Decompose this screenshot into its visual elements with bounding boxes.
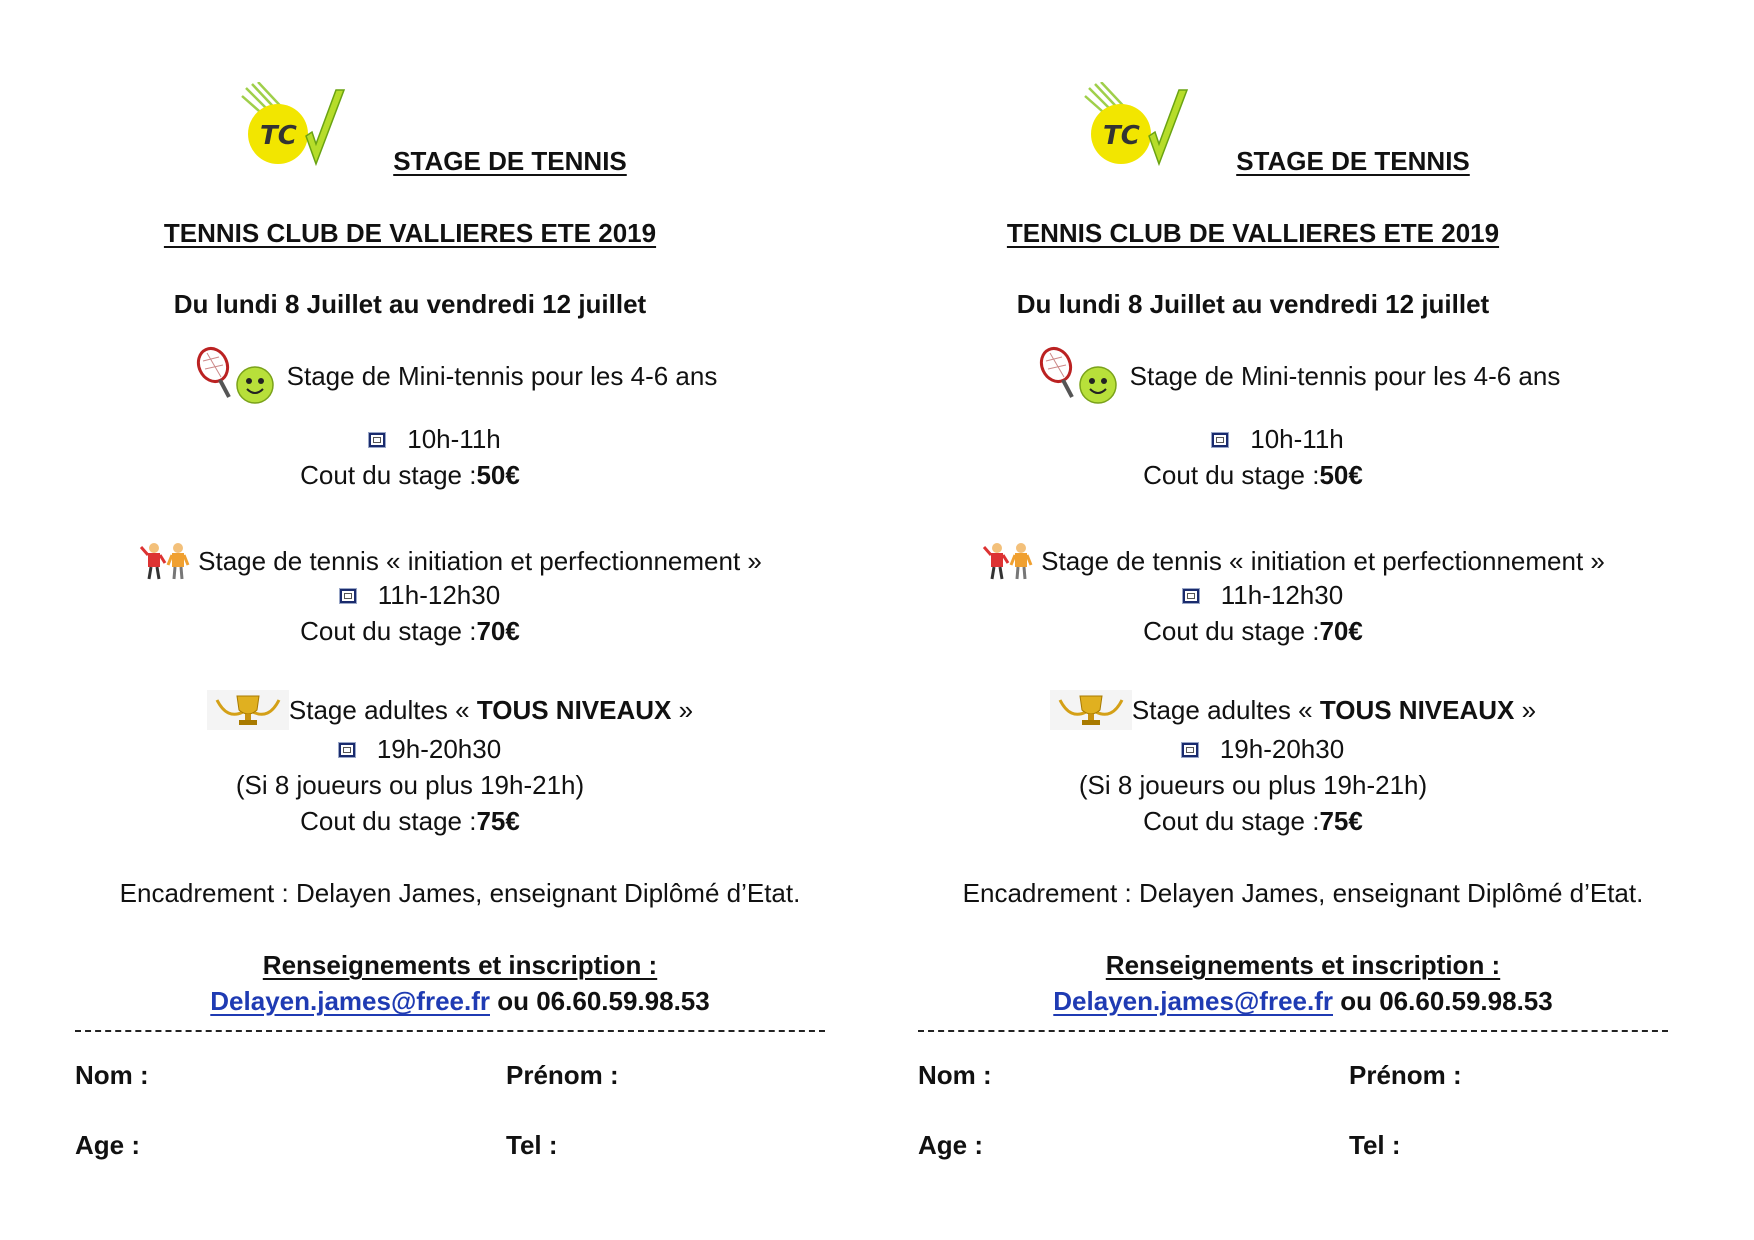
flyer-right — [843, 0, 1663, 1240]
stage-init-time — [843, 580, 1683, 611]
form-nom: Nom : — [75, 1060, 149, 1090]
phone-number: 06.60.59.98.53 — [536, 986, 710, 1016]
trophy-icon — [207, 690, 289, 730]
stage-init-label: Stage de tennis « initiation et perfectionnement » — [198, 545, 762, 576]
stage-init-time — [0, 580, 840, 611]
cost-label: Cout du stage : — [1143, 460, 1320, 490]
stage-adult-time — [0, 734, 840, 765]
club-title: TENNIS CLUB DE VALLIERES ETE 2019 — [1006, 218, 1500, 248]
stage-init-row — [843, 541, 1743, 581]
stage-adult-cost — [843, 806, 1663, 837]
staff-line: Encadrement : Delayen James, enseignant Diplômé d’Etat. — [119, 878, 801, 908]
cut-line — [918, 1030, 1668, 1034]
bullet-icon — [1212, 433, 1228, 447]
flyer-title: STAGE DE TENNIS — [393, 146, 627, 176]
club-title: TENNIS CLUB DE VALLIERES ETE 2019 — [163, 218, 657, 248]
cut-line — [75, 1030, 825, 1034]
email-link[interactable]: Delayen.james@free.fr — [210, 986, 490, 1016]
kids-icon — [981, 541, 1041, 581]
contact-line: Delayen.james@free.fr ou 06.60.59.98.53 — [1053, 986, 1553, 1016]
bullet-icon — [339, 743, 355, 757]
time-text: 19h-20h30 — [1219, 734, 1345, 764]
stage-adult-row — [0, 690, 900, 730]
racket-ball-icon — [1036, 345, 1126, 407]
form-age: Age : — [918, 1130, 983, 1160]
phone-number: 06.60.59.98.53 — [1379, 986, 1553, 1016]
stage-init-label: Stage de tennis « initiation et perfectionnement » — [1041, 545, 1605, 576]
time-text: 11h-12h30 — [377, 580, 501, 610]
stage-init-cost — [0, 616, 820, 647]
stage-init-row — [0, 541, 900, 581]
time-text: 10h-11h — [1250, 424, 1344, 454]
time-text: 10h-11h — [407, 424, 501, 454]
cost-label: Cout du stage : — [300, 616, 477, 646]
form-prenom: Prénom : — [1349, 1060, 1462, 1090]
time-text: 11h-12h30 — [1220, 580, 1344, 610]
kids-icon — [138, 541, 198, 581]
stage-mini-cost — [0, 460, 820, 491]
flyer-left — [0, 0, 820, 1240]
cost-value: 75€ — [1319, 806, 1363, 836]
stage-dates: Du lundi 8 Juillet au vendredi 12 juillet — [1016, 289, 1490, 319]
bullet-icon — [369, 433, 385, 447]
stage-mini-time — [843, 424, 1713, 455]
stage-mini-label: Stage de Mini-tennis pour les 4-6 ans — [286, 360, 718, 391]
cost-value: 50€ — [476, 460, 520, 490]
svg-text:TC: TC — [260, 121, 297, 151]
trophy-icon — [1050, 690, 1132, 730]
stage-adult-time — [843, 734, 1683, 765]
cost-label: Cout du stage : — [1143, 806, 1320, 836]
racket-ball-icon — [193, 345, 283, 407]
form-tel: Tel : — [1349, 1130, 1401, 1160]
form-tel: Tel : — [506, 1130, 558, 1160]
stage-mini-time — [0, 424, 870, 455]
email-link[interactable]: Delayen.james@free.fr — [1053, 986, 1333, 1016]
cost-value: 70€ — [476, 616, 520, 646]
contact-line: Delayen.james@free.fr ou 06.60.59.98.53 — [210, 986, 710, 1016]
flyer-title: STAGE DE TENNIS — [1236, 146, 1470, 176]
form-prenom: Prénom : — [506, 1060, 619, 1090]
cost-label: Cout du stage : — [300, 806, 477, 836]
stage-adult-row — [843, 690, 1743, 730]
stage-mini-cost — [843, 460, 1663, 491]
cost-value: 70€ — [1319, 616, 1363, 646]
contact-title: Renseignements et inscription : — [1105, 950, 1501, 980]
contact-title: Renseignements et inscription : — [262, 950, 658, 980]
form-nom: Nom : — [918, 1060, 992, 1090]
bullet-icon — [1183, 589, 1199, 603]
stage-adult-cost — [0, 806, 820, 837]
svg-text:TC: TC — [1103, 121, 1140, 151]
cost-value: 75€ — [476, 806, 520, 836]
time-text: 19h-20h30 — [376, 734, 502, 764]
stage-adult-note: (Si 8 joueurs ou plus 19h-21h) — [235, 770, 585, 800]
stage-init-cost — [843, 616, 1663, 647]
bullet-icon — [1182, 743, 1198, 757]
form-age: Age : — [75, 1130, 140, 1160]
stage-adult-note: (Si 8 joueurs ou plus 19h-21h) — [1078, 770, 1428, 800]
stage-adult-label: Stage adultes « TOUS NIVEAUX » — [288, 694, 694, 725]
stage-dates: Du lundi 8 Juillet au vendredi 12 juillet — [173, 289, 647, 319]
cost-label: Cout du stage : — [1143, 616, 1320, 646]
stage-mini-row — [843, 345, 1753, 407]
stage-adult-label: Stage adultes « TOUS NIVEAUX » — [1131, 694, 1537, 725]
cost-value: 50€ — [1319, 460, 1363, 490]
cost-label: Cout du stage : — [300, 460, 477, 490]
bullet-icon — [340, 589, 356, 603]
stage-mini-row — [0, 345, 910, 407]
staff-line: Encadrement : Delayen James, enseignant Diplômé d’Etat. — [962, 878, 1644, 908]
stage-mini-label: Stage de Mini-tennis pour les 4-6 ans — [1129, 360, 1561, 391]
